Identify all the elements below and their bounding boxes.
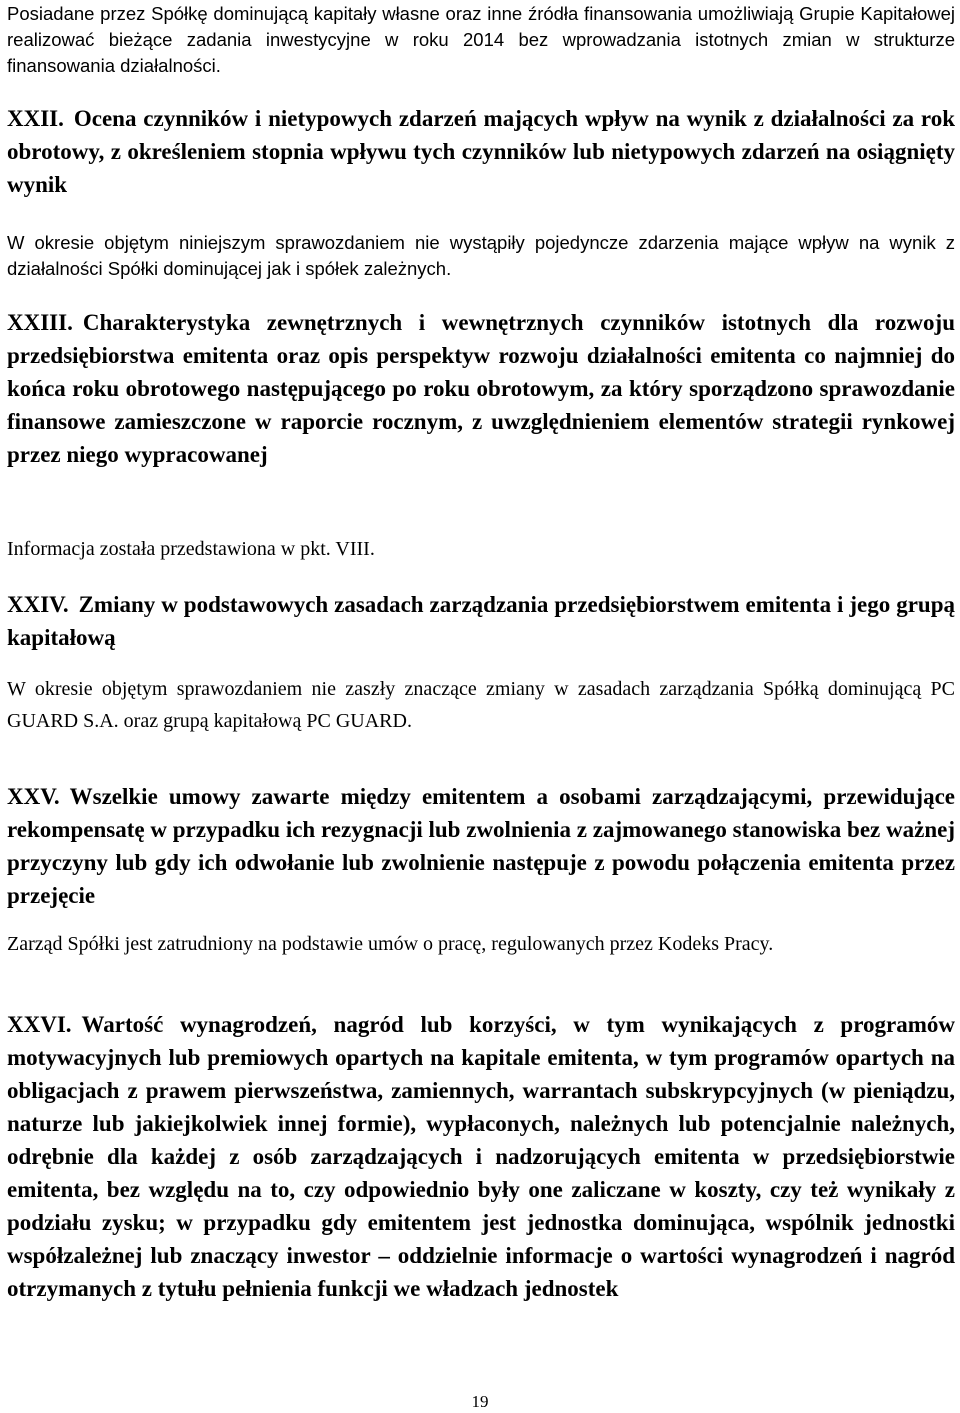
section-heading-xxvi [7, 1008, 955, 1305]
section-body-xxii: W okresie objętym niniejszym sprawozdaniem nie wystąpiły pojedyncze zdarzenia mające wpływ na wynik z działalności Spółki dominującej jak i spółek zależnych. [7, 232, 955, 279]
section-number: XXV. [7, 784, 60, 809]
section-heading-xxiv [7, 588, 955, 654]
section-title: Wartość wynagrodzeń, nagród lub korzyści, w tym wynikających z programów motywacyjnych lub premiowych opartych na kapitale emitenta, w tym programów opartych na obligacjach z prawem pierwszeństwa, zamiennych, warrantach subskrypcyjnych (w pieniądzu, naturze lub jakiejkolwiek innej formie), wypłaconych, należnych lub potencjalnie należnych, odrębnie dla każdej z osób zarządzających i nadzorujących emitenta w przedsiębiorstwie emitenta, bez względu na to, czy odpowiednio były one zaliczane w koszty, czy też wynikały z podziału zysku; w przypadku gdy emitentem jest jednostka dominująca, wspólnik jednostki współzależnej lub znaczący inwestor – oddzielnie informacje o wartości wynagrodzeń i nagród otrzymanych z tytułu pełnienia funkcji we władzach jednostek [7, 1012, 955, 1301]
section-title: Zmiany w podstawowych zasadach zarządzania przedsiębiorstwem emitenta i jego grupą kapitałową [7, 592, 955, 650]
section-heading-xxii [7, 102, 955, 201]
section-number: XXVI. [7, 1012, 72, 1037]
section-number: XXII. [7, 106, 64, 131]
section-body-xxiii: Informacja została przedstawiona w pkt. VIII. [7, 538, 375, 560]
section-body-xxiv: W okresie objętym sprawozdaniem nie zaszły znaczące zmiany w zasadach zarządzania Spółką dominującą PC GUARD S.A. oraz grupą kapitałową PC GUARD. [7, 678, 955, 732]
section-heading-xxv [7, 780, 955, 912]
section-body-xxv: Zarząd Spółki jest zatrudniony na podstawie umów o pracę, regulowanych przez Kodeks Pracy. [7, 933, 774, 955]
page-number: 19 [471, 1392, 489, 1411]
section-title: Wszelkie umowy zawarte między emitentem a osobami zarządzającymi, przewidujące rekompensatę w przypadku ich rezygnacji lub zwolnienia z zajmowanego stanowiska bez ważnej przyczyny lub gdy ich odwołanie lub zwolnienie następuje z powodu połączenia emitenta przez przejęcie [7, 784, 955, 908]
section-title: Ocena czynników i nietypowych zdarzeń mających wpływ na wynik z działalności za rok obrotowy, z określeniem stopnia wpływu tych czynników lub nietypowych zdarzeń na osiągnięty wynik [7, 106, 955, 197]
intro-paragraph: Posiadane przez Spółkę dominującą kapitały własne oraz inne źródła finansowania umożliwiają Grupie Kapitałowej realizować bieżące zadania inwestycyjne w roku 2014 bez wprowadzania istotnych zmian w strukturze finansowania działalności. [7, 3, 955, 76]
section-title: Charakterystyka zewnętrznych i wewnętrznych czynników istotnych dla rozwoju przedsiębiorstwa emitenta oraz opis perspektyw rozwoju działalności emitenta co najmniej do końca roku obrotowego następującego po roku obrotowym, za który sporządzono sprawozdanie finansowe zamieszczone w raporcie rocznym, z uwzględnieniem elementów strategii rynkowej przez niego wypracowanej [7, 310, 955, 467]
section-number: XXIV. [7, 592, 69, 617]
section-heading-xxiii [7, 306, 955, 471]
section-number: XXIII. [7, 310, 73, 335]
